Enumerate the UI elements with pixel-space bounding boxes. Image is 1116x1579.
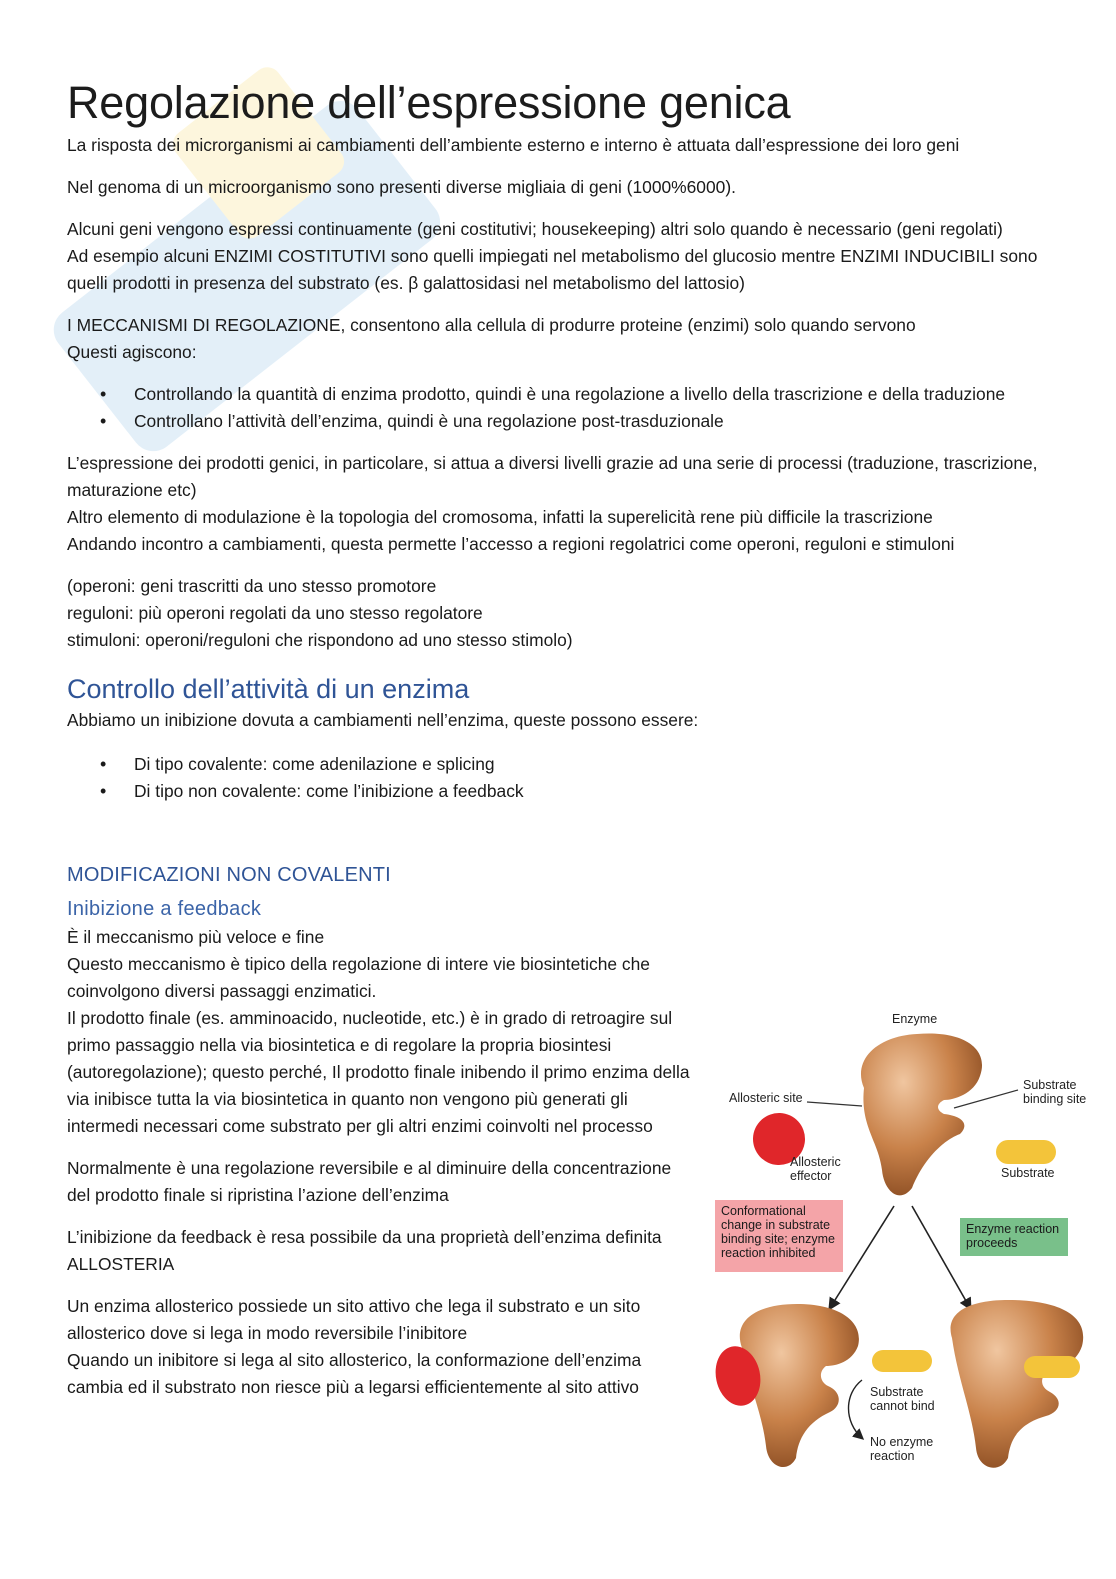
line-reguloni: reguloni: più operoni regolati da uno stesso regolatore	[67, 603, 483, 623]
line-espressione-3: Andando incontro a cambiamenti, questa permette l’accesso a regioni regolatrici come operoni, reguloni e stimuloni	[67, 534, 955, 554]
label-substrate-binding-site: Substrate binding site	[1023, 1078, 1087, 1106]
heading-modificazioni: MODIFICAZIONI NON COVALENTI	[67, 864, 391, 886]
label-no-reaction: No enzyme reaction	[870, 1435, 934, 1463]
line-allosterico-2: Quando un inibitore si lega al sito allosterico, la conformazione dell’enzima cambia ed il substrato non riesce più a legarsi efficientemente al sito attivo	[67, 1350, 642, 1397]
list-item: • Controllando la quantità di enzima prodotto, quindi è una regolazione a livello della trascrizione e della traduzione	[67, 381, 1052, 408]
line-feedback-2: Questo meccanismo è tipico della regolazione di intere vie biosintetiche che coinvolgono diversi passaggi enzimatici.	[67, 954, 650, 1001]
paragraph-intro-1: La risposta dei microrganismi ai cambiamenti dell’ambiente esterno e interno è attuata dall’espressione dei loro geni	[67, 135, 960, 155]
list-controllo	[67, 751, 1052, 805]
box-reaction-proceeds: Enzyme reaction proceeds	[966, 1222, 1060, 1250]
paragraph-controllo-intro: Abbiamo un inibizione dovuta a cambiamenti nell’enzima, queste possono essere:	[67, 710, 699, 730]
list-item: • Di tipo covalente: come adenilazione e splicing	[67, 751, 1052, 778]
line-stimuloni: stimuloni: operoni/reguloni che rispondono ad uno stesso stimolo)	[67, 630, 573, 650]
label-allosteric-site: Allosteric site	[729, 1091, 803, 1105]
heading-controllo: Controllo dell’attività di un enzima	[67, 674, 470, 704]
column-text	[67, 924, 697, 1401]
paragraph-geni	[67, 216, 1052, 297]
line-operoni: (operoni: geni trascritti da uno stesso promotore	[67, 576, 437, 596]
paragraph-feedback-2: Normalmente è una regolazione reversibile e al diminuire della concentrazione del prodotto finale si ripristina l’azione dell’enzima	[67, 1158, 672, 1205]
line-meccanismi-1: I MECCANISMI DI REGOLAZIONE, consentono alla cellula di produrre proteine (enzimi) solo quando servono	[67, 315, 916, 335]
paragraph-feedback-4	[67, 1293, 697, 1401]
substrate-bound	[1024, 1356, 1080, 1378]
substrate-top	[996, 1140, 1056, 1164]
paragraph-feedback-3: L’inibizione da feedback è resa possibile da una proprietà dell’enzima definita ALLOSTERIA	[67, 1227, 662, 1274]
paragraph-definizioni	[67, 573, 1052, 654]
label-enzyme: Enzyme	[892, 1012, 938, 1026]
line-meccanismi-2: Questi agiscono:	[67, 342, 197, 362]
enzyme-top	[861, 1033, 982, 1195]
line-geni-2: Ad esempio alcuni ENZIMI COSTITUTIVI sono quelli impiegati nel metabolismo del glucosio mentre ENZIMI INDUCIBILI sono quelli prodotti in presenza del substrato (es. β galattosidasi nel metabolismo del lattosio)	[67, 246, 1038, 293]
substrate-free	[872, 1350, 932, 1372]
page-title: Regolazione dell’espressione genica	[67, 77, 791, 128]
line-feedback-1: È il meccanismo più veloce e fine	[67, 927, 325, 947]
enzyme-bottom-right	[951, 1300, 1084, 1468]
box-reaction-inhibited: Conformational change in substrate binding site; enzyme reaction inhibited	[721, 1204, 835, 1260]
subheading-inibizione: Inibizione a feedback	[67, 898, 262, 920]
list-meccanismi	[67, 381, 1052, 435]
list-item: • Controllano l’attività dell’enzima, quindi è una regolazione post-trasduzionale	[67, 408, 1052, 435]
line-feedback-3: Il prodotto finale (es. amminoacido, nucleotide, etc.) è in grado di retroagire sul primo passaggio nella via biosintetica e di regolare la propria biosintesi (autoregolazione); questo perché, Il prodotto finale inibendo il primo enzima della via inibisce tutta la via biosintetica in quanto non vengono più generati gli intermedi necessari come substrato per gli altri enzimi coinvolti nel processo	[67, 1008, 690, 1136]
paragraph-espressione	[67, 450, 1052, 558]
line-allosterico-1: Un enzima allosterico possiede un sito attivo che lega il substrato e un sito allosterico dove si lega in modo reversibile l’inibitore	[67, 1296, 641, 1343]
line-geni-1: Alcuni geni vengono espressi continuamente (geni costitutivi; housekeeping) altri solo quando è necessario (geni regolati)	[67, 219, 1003, 239]
line-espressione-1: L’espressione dei prodotti genici, in particolare, si attua a diversi livelli grazie ad una serie di processi (traduzione, trascrizione, maturazione etc)	[67, 453, 1038, 500]
label-allosteric-effector: Allosteric effector	[790, 1155, 841, 1183]
list-item: • Di tipo non covalente: come l’inibizione a feedback	[67, 778, 1052, 805]
label-substrate: Substrate	[1001, 1166, 1055, 1180]
line-espressione-2: Altro elemento di modulazione è la topologia del cromosoma, infatti la superelicità rene più difficile la trascrizione	[67, 507, 933, 527]
label-cannot-bind: Substrate cannot bind	[870, 1385, 935, 1413]
allosteric-enzyme-figure	[712, 1008, 1096, 1478]
paragraph-feedback-1	[67, 924, 697, 1140]
paragraph-meccanismi	[67, 312, 1052, 366]
paragraph-intro-2: Nel genoma di un microorganismo sono presenti diverse migliaia di geni (1000%6000).	[67, 177, 736, 197]
